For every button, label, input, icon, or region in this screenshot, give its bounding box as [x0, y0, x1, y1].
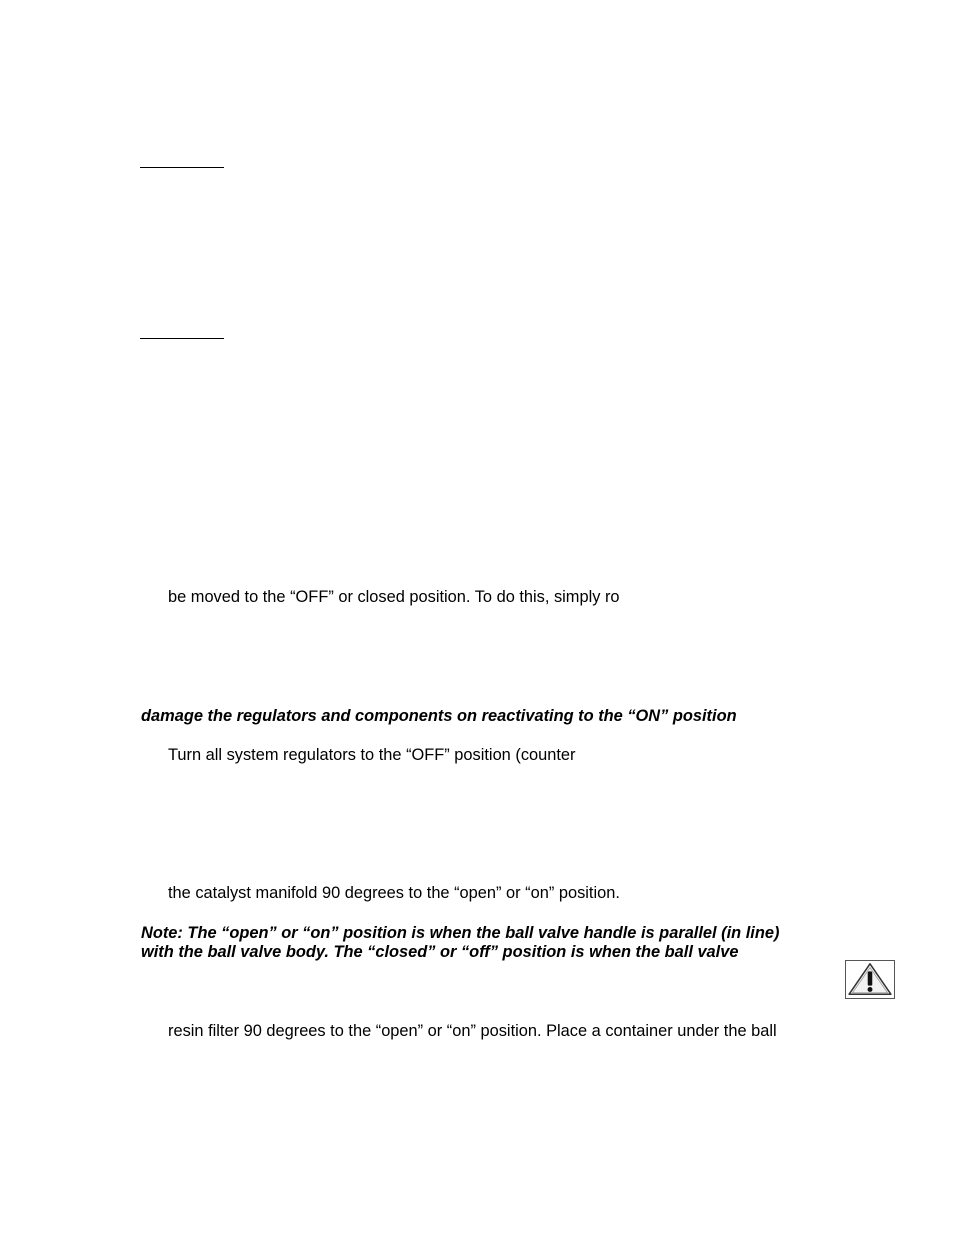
caution-text-line: damage the regulators and components on reactivating to the “ON” position [141, 707, 737, 725]
body-text-line: resin filter 90 degrees to the “open” or “on” position. Place a container under the ball [168, 1022, 777, 1040]
note-text-line: with the ball valve body. The “closed” or “off” position is when the ball valve [141, 943, 739, 961]
body-text-line: the catalyst manifold 90 degrees to the “open” or “on” position. [168, 884, 620, 902]
heading-underline-1 [140, 167, 224, 168]
body-text-line: be moved to the “OFF” or closed position. To do this, simply ro [168, 588, 620, 606]
heading-underline-2 [140, 338, 224, 339]
warning-triangle-icon [845, 960, 895, 999]
body-text-line: Turn all system regulators to the “OFF” position (counter [168, 746, 576, 764]
note-text-line: Note: The “open” or “on” position is when the ball valve handle is parallel (in line) [141, 924, 780, 942]
